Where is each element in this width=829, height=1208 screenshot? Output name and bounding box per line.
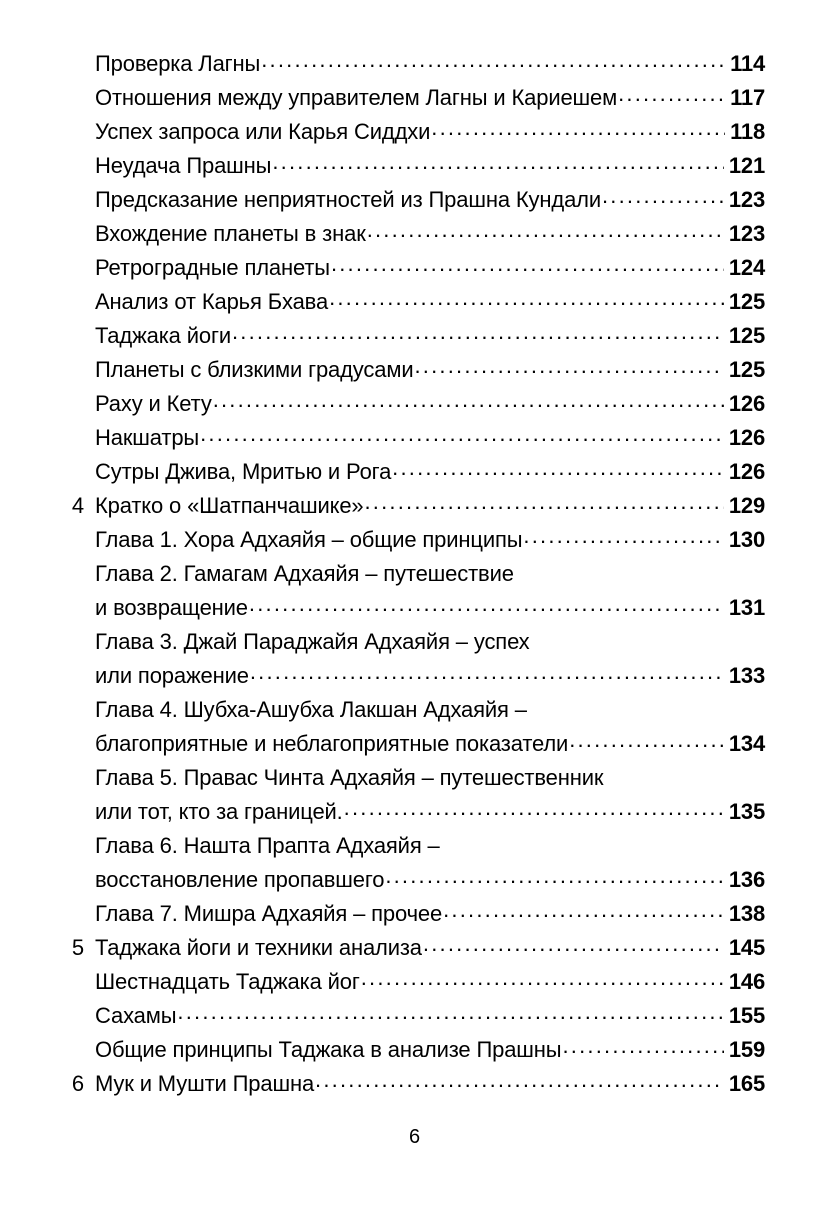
toc-dot-leader [200,423,724,445]
toc-page-number: 121 [728,153,765,178]
toc-page-number: 155 [728,1003,765,1028]
toc-entry-body [95,285,765,319]
toc-entry-body [95,829,765,897]
toc-entry-body [95,387,765,421]
toc-page-number: 124 [728,255,765,280]
toc-dot-leader [232,321,724,343]
toc-entry-line [95,625,765,659]
toc-entry-line [95,183,765,217]
toc-entry-body [95,47,765,81]
toc-page-number: 114 [730,51,765,76]
toc-entry-title: Проверка Лагны [95,51,261,76]
toc-entry-title: благоприятные и неблагоприятные показатели [95,731,569,756]
toc-entry-line [95,217,765,251]
toc-entry-title: Накшатры [95,425,200,450]
toc-page-number: 126 [728,391,765,416]
toc-entry-body [95,625,765,693]
toc-page-number: 133 [728,663,765,688]
toc-dot-leader [344,797,724,819]
toc-entry-title: Глава 7. Мишра Адхаяйя – прочее [95,901,443,926]
toc-page-number: 125 [728,357,765,382]
toc-entry-body [95,999,765,1033]
toc-entry[interactable] [0,489,829,523]
toc-entry-title: Предсказание неприятностей из Прашна Кундали [95,187,601,212]
toc-entry-line [95,693,765,727]
toc-dot-leader [272,151,724,173]
toc-entry[interactable] [0,149,829,183]
toc-entry-line [95,659,765,693]
toc-dot-leader [365,491,724,513]
toc-page-number: 129 [728,493,765,518]
toc-entry-line [95,557,765,591]
toc-dot-leader [569,729,724,751]
toc-entry-title: или поражение [95,663,249,688]
toc-entry[interactable] [0,557,829,625]
toc-page-number: 131 [728,595,765,620]
toc-entry[interactable] [0,319,829,353]
toc-entry-body [95,489,765,523]
toc-entry-title: Успех запроса или Карья Сиддхи [95,119,431,144]
toc-entry[interactable] [0,965,829,999]
toc-entry-line [95,727,765,761]
toc-page-number: 165 [728,1071,765,1096]
toc-entry-line [95,863,765,897]
toc-dot-leader [523,525,723,547]
toc-page-number: 123 [728,221,765,246]
toc-entry-body [95,251,765,285]
toc-entry[interactable] [0,625,829,693]
toc-entry-title: и возвращение [95,595,248,620]
toc-entry-title: Сахамы [95,1003,177,1028]
toc-entry-title: Глава 4. Шубха-Ашубха Лакшан Адхаяйя – [95,697,527,722]
toc-dot-leader [562,1035,723,1057]
toc-entry-line [95,1067,765,1101]
toc-dot-leader [331,253,724,275]
toc-entry-line [95,47,765,81]
toc-entry-line [95,285,765,319]
toc-entry-body [95,557,765,625]
toc-page-number: 117 [730,85,765,110]
toc-dot-leader [261,49,725,71]
toc-entry[interactable] [0,183,829,217]
toc-entry[interactable] [0,931,829,965]
toc-entry[interactable] [0,115,829,149]
toc-entry[interactable] [0,1033,829,1067]
toc-entry[interactable] [0,81,829,115]
toc-entry-line [95,489,765,523]
toc-entry-body [95,149,765,183]
toc-entry-line [95,455,765,489]
toc-entry-title: Мук и Мушти Прашна [95,1071,315,1096]
toc-dot-leader [249,593,724,615]
toc-entry-line [95,251,765,285]
toc-entry-title: Раху и Кету [95,391,212,416]
toc-entry-title: Неудача Прашны [95,153,272,178]
toc-dot-leader [361,967,724,989]
toc-entry-body [95,81,765,115]
toc-entry-line [95,795,765,829]
toc-entry-list [0,47,829,1101]
toc-entry-title: Кратко о «Шатпанчашике» [95,493,364,518]
toc-chapter-number: 5 [71,935,84,960]
toc-entry-line [95,81,765,115]
toc-page-number: 123 [728,187,765,212]
toc-entry-line [95,931,765,965]
toc-chapter-number: 4 [71,493,84,518]
toc-entry-title: или тот, кто за границей. [95,799,343,824]
toc-entry[interactable] [0,761,829,829]
toc-entry-body [95,183,765,217]
page-folio: 6 [408,1126,421,1148]
toc-page-number: 136 [728,867,765,892]
toc-entry-line [95,115,765,149]
toc-page-number: 126 [728,425,765,450]
toc-entry-body [95,353,765,387]
toc-dot-leader [618,83,725,105]
toc-dot-leader [250,661,724,683]
toc-page-number: 146 [728,969,765,994]
toc-dot-leader [443,899,724,921]
toc-entry-line [95,421,765,455]
toc-entry[interactable] [0,897,829,931]
toc-entry-line [95,1033,765,1067]
toc-entry-line [95,523,765,557]
toc-entry-body [95,523,765,557]
toc-entry-title: Сутры Джива, Мритью и Рога [95,459,392,484]
toc-dot-leader [367,219,724,241]
toc-chapter-number: 6 [71,1071,84,1096]
toc-dot-leader [431,117,725,139]
toc-entry-body [95,965,765,999]
toc-entry-title: Таджака йоги и техники анализа [95,935,422,960]
toc-entry[interactable] [0,999,829,1033]
toc-entry[interactable] [0,523,829,557]
toc-entry-body [95,421,765,455]
toc-entry[interactable] [0,693,829,761]
toc-page-number: 118 [730,119,765,144]
toc-page-number: 138 [728,901,765,926]
toc-entry[interactable] [0,251,829,285]
toc-dot-leader [385,865,724,887]
toc-dot-leader [213,389,724,411]
toc-entry-line [95,999,765,1033]
toc-page-number: 125 [728,289,765,314]
toc-entry-body [95,761,765,829]
toc-entry-title: Таджака йоги [95,323,231,348]
toc-entry-body [95,693,765,761]
toc-entry-body [95,217,765,251]
toc-entry-line [95,387,765,421]
toc-entry-line [95,965,765,999]
toc-dot-leader [392,457,724,479]
toc-entry-body [95,1033,765,1067]
toc-entry-title: Глава 5. Правас Чинта Адхаяйя – путешественник [95,765,604,790]
toc-entry[interactable] [0,387,829,421]
toc-dot-leader [315,1069,724,1091]
toc-entry[interactable] [0,421,829,455]
toc-entry[interactable] [0,1067,829,1101]
toc-entry-title: Глава 6. Нашта Прапта Адхаяйя – [95,833,440,858]
toc-entry-body [95,931,765,965]
toc-page-number: 130 [728,527,765,552]
toc-entry-line [95,761,765,795]
toc-dot-leader [602,185,724,207]
toc-entry-body [95,1067,765,1101]
toc-entry[interactable] [0,353,829,387]
toc-dot-leader [177,1001,723,1023]
toc-entry-body [95,115,765,149]
toc-entry-title: Анализ от Карья Бхава [95,289,329,314]
toc-entry-line [95,591,765,625]
toc-entry-title: Планеты с близкими градусами [95,357,414,382]
toc-entry-body [95,455,765,489]
toc-entry-line [95,829,765,863]
toc-entry[interactable] [0,47,829,81]
toc-entry-title: Глава 2. Гамагам Адхаяйя – путешествие [95,561,514,586]
toc-entry-title: Отношения между управителем Лагны и Кариешем [95,85,618,110]
toc-entry-body [95,897,765,931]
toc-entry-title: Вхождение планеты в знак [95,221,366,246]
toc-entry-title: Ретроградные планеты [95,255,330,280]
toc-entry-body [95,319,765,353]
toc-entry-title: Шестнадцать Таджака йог [95,969,360,994]
toc-entry-line [95,897,765,931]
toc-page-number: 134 [728,731,765,756]
toc-page-number: 126 [728,459,765,484]
toc-entry[interactable] [0,455,829,489]
toc-entry[interactable] [0,217,829,251]
toc-entry-title: Глава 3. Джай Параджайя Адхаяйя – успех [95,629,530,654]
toc-entry[interactable] [0,285,829,319]
toc-entry-title: Общие принципы Таджака в анализе Прашны [95,1037,562,1062]
toc-page-number: 135 [728,799,765,824]
toc-dot-leader [329,287,724,309]
toc-entry-line [95,353,765,387]
toc-entry-title: Глава 1. Хора Адхаяйя – общие принципы [95,527,523,552]
toc-entry[interactable] [0,829,829,897]
toc-dot-leader [414,355,723,377]
toc-entry-line [95,149,765,183]
toc-entry-line [95,319,765,353]
toc-entry-title: восстановление пропавшего [95,867,385,892]
toc-page-number: 125 [728,323,765,348]
toc-page-number: 159 [728,1037,765,1062]
toc-page-number: 145 [728,935,765,960]
toc-dot-leader [423,933,724,955]
